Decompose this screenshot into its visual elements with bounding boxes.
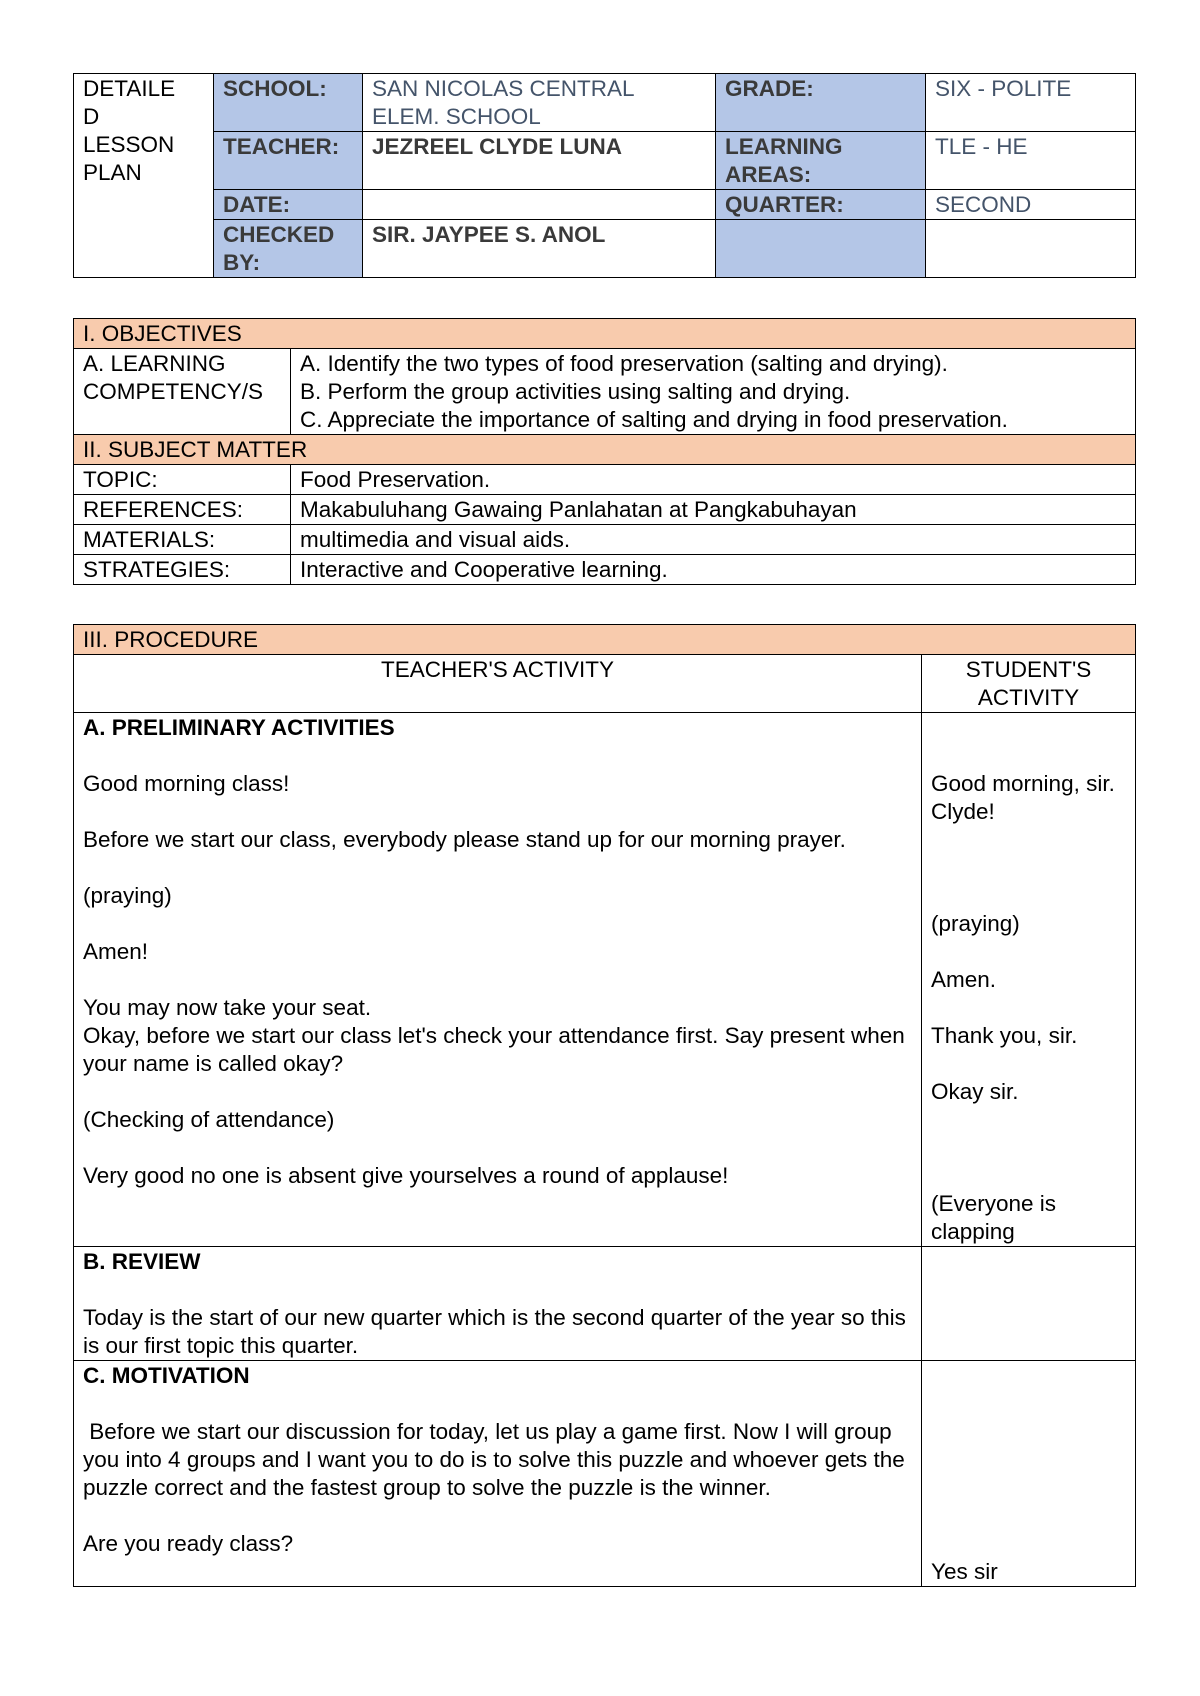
grade-label: GRADE: xyxy=(716,74,926,132)
motivation-student-cell xyxy=(922,1361,1136,1587)
checked-by-value: SIR. JAYPEE S. ANOL xyxy=(363,220,716,278)
objectives-heading: I. OBJECTIVES xyxy=(74,319,1136,349)
topic-value: Food Preservation. xyxy=(291,465,1136,495)
learning-areas-value: TLE - HE xyxy=(926,132,1136,190)
teacher-line: (Checking of attendance) xyxy=(83,1107,335,1132)
objective-item: B. Perform the group activities using salting and drying. xyxy=(300,379,851,404)
quarter-value: SECOND xyxy=(926,190,1136,220)
student-line: Good morning, sir. Clyde! xyxy=(931,771,1122,824)
doc-title: DETAILE D LESSON PLAN xyxy=(74,74,214,278)
grade-value: SIX - POLITE xyxy=(926,74,1136,132)
student-activity-header: STUDENT'S ACTIVITY xyxy=(922,655,1136,713)
blank-blue-cell xyxy=(716,220,926,278)
procedure-table xyxy=(73,624,1136,1587)
teacher-label: TEACHER: xyxy=(214,132,363,190)
review-student-cell xyxy=(922,1247,1136,1361)
school-value: SAN NICOLAS CENTRAL ELEM. SCHOOL xyxy=(363,74,716,132)
learning-areas-label: LEARNING AREAS: xyxy=(716,132,926,190)
competency-label: A. LEARNING COMPETENCY/S xyxy=(74,349,291,435)
review-teacher-cell xyxy=(74,1247,922,1361)
teacher-line: Today is the start of our new quarter which is the second quarter of the year so this is our first topic this quarter. xyxy=(83,1305,913,1358)
motivation-teacher-cell xyxy=(74,1361,922,1587)
school-label: SCHOOL: xyxy=(214,74,363,132)
motivation-title: C. MOTIVATION xyxy=(83,1363,250,1388)
checked-by-label: CHECKED BY: xyxy=(214,220,363,278)
blank-cell xyxy=(926,220,1136,278)
teacher-line: (praying) xyxy=(83,883,172,908)
review-title: B. REVIEW xyxy=(83,1249,201,1274)
competency-list xyxy=(291,349,1136,435)
strategies-label: STRATEGIES: xyxy=(74,555,291,585)
strategies-value: Interactive and Cooperative learning. xyxy=(291,555,1136,585)
student-line: Amen. xyxy=(931,967,997,992)
references-value: Makabuluhang Gawaing Panlahatan at Pangkabuhayan xyxy=(291,495,1136,525)
student-line: (praying) xyxy=(931,911,1020,936)
teacher-activity-header: TEACHER'S ACTIVITY xyxy=(74,655,922,713)
objectives-table xyxy=(73,318,1136,585)
student-line: Okay sir. xyxy=(931,1079,1019,1104)
preliminary-title: A. PRELIMINARY ACTIVITIES xyxy=(83,715,395,740)
references-label: REFERENCES: xyxy=(74,495,291,525)
objective-item: C. Appreciate the importance of salting and drying in food preservation. xyxy=(300,407,1008,432)
student-line: Thank you, sir. xyxy=(931,1023,1078,1048)
teacher-value: JEZREEL CLYDE LUNA xyxy=(363,132,716,190)
materials-label: MATERIALS: xyxy=(74,525,291,555)
teacher-line: Very good no one is absent give yourselves a round of applause! xyxy=(83,1163,729,1188)
header-table xyxy=(73,73,1136,278)
student-line: Yes sir xyxy=(931,1559,998,1584)
quarter-label: QUARTER: xyxy=(716,190,926,220)
teacher-line: Good morning class! xyxy=(83,771,290,796)
date-value xyxy=(363,190,716,220)
procedure-heading: III. PROCEDURE xyxy=(74,625,1136,655)
subject-matter-heading: II. SUBJECT MATTER xyxy=(74,435,1136,465)
preliminary-student-cell xyxy=(922,713,1136,1247)
materials-value: multimedia and visual aids. xyxy=(291,525,1136,555)
preliminary-teacher-cell xyxy=(74,713,922,1247)
teacher-line: Amen! xyxy=(83,939,149,964)
objective-item: A. Identify the two types of food preservation (salting and drying). xyxy=(300,351,948,376)
topic-label: TOPIC: xyxy=(74,465,291,495)
student-line: (Everyone is clapping xyxy=(931,1191,1063,1244)
teacher-line: You may now take your seat. Okay, before we start our class let's check your attendance first. Say present when your name is called okay? xyxy=(83,995,905,1076)
teacher-line: Before we start our discussion for today, let us play a game first. Now I will group you into 4 groups and I want you to do is to solve this puzzle and whoever gets the puzzle correct and the fastest group to solve the puzzle is the winner. xyxy=(83,1419,912,1500)
teacher-line: Before we start our class, everybody please stand up for our morning prayer. xyxy=(83,827,846,852)
date-label: DATE: xyxy=(214,190,363,220)
teacher-line: Are you ready class? xyxy=(83,1531,294,1556)
